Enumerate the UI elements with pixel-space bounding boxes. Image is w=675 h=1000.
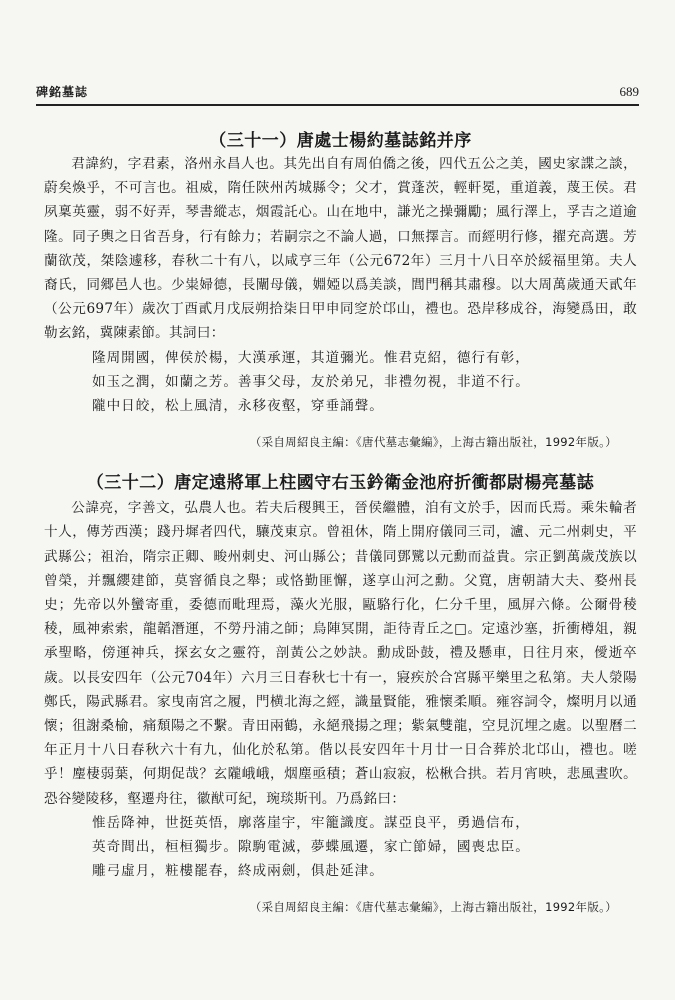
verse-line: 如玉之潤，如蘭之芳。善事父母，友於弟兄，非禮勿視，非道不行。	[92, 373, 530, 390]
paragraph: 君諱約，字君素，洛州永昌人也。其先出自有周伯僑之後，四代五公之美，國史家諜之談，蔚矣煥乎，不可言也。祖威，隋任陝州芮城縣令；父才，賞蓬茨，輕軒冕，重道義，蔑王侯。君夙稟英靈，弱不好弄，琴書縱志，烟霞託心。山在地中，謙光之操彌勵；風行澤上，孚吉之道逾隆。同子輿之日省吾身，行有餘力；若嗣宗之不論人過，口無擇言。而經明行修，擢充高選。芳蘭欲茂，桀陰遽移，春秋二十有八，以咸亨三年（公元672年）三月十八日卒於綏福里第。夫人裔氏，同郷邑人也。少粜婦德，長闡母儀，婣婭以爲美談，閭門稱其肅穆。以大周萬歲通天貳年（公元697年）歲次丁酉貳月戊辰朔拾柒日甲申同窆於邙山，禮也。恐岸移成谷，海變爲田，敢勒玄銘，冀陳素節。其詞曰：	[44, 156, 637, 342]
verse-line: 隆周開國，俾侯於楊，大漢承運，其道彌光。惟君克紹，德行有彰，	[92, 349, 530, 366]
verse-line: 惟岳降神，世挺英悟，廓落崖宇，牢籠識度。謀亞良平，勇過信布，	[92, 814, 530, 831]
source-citation: （采自周紹良主編：《唐代墓志彙編》，上海古籍出版社，1992年版。）	[249, 435, 617, 450]
inscription-verse	[44, 346, 637, 419]
epitaph-text	[44, 496, 637, 811]
page-body	[44, 126, 637, 915]
epitaph-text	[44, 152, 637, 346]
section-title: （三十一）唐處士楊約墓誌銘并序	[209, 131, 472, 151]
inscription-verse	[44, 811, 637, 884]
section-title: （三十二）唐定遠將軍上柱國守右玉鈐衛金池府折衝都尉楊亮墓誌	[86, 473, 595, 494]
running-head: 碑銘墓誌	[36, 85, 89, 99]
verse-line: 英奇間出，桓桓獨步。隙駒電滅，夢蝶風遷，家亡節婦，國喪忠臣。	[92, 839, 530, 856]
paragraph: 公諱亮，字善文，弘農人也。若夫后稷興王，晉侯繼體，洎有文於手，因而氏焉。乘朱輪者十人，傳芳西漢；踐丹墀者四代，驤茂東京。曾祖休，隋上開府儀同三司，瀘、元二州刺史，平武縣公；祖治，隋宗正卿、畯州刺史、河山縣公；昔儀同鄧騭以元勳而益貴。宗正劉萬歲茂族以曾榮，并飄纓建節，莫窨循良之舉；或恪勤匪懈，遂享山河之勳。父寬，唐朝請大夫、婺州長史；先帝以外蠻寄重，委德而毗理焉，藻火光服，甌駱行化，仁分千里，風屏六條。公爾骨稜稜，風神索索，龍韜潛運，不勞丹浦之師；烏陣冥開，詎待青丘之□。定遠沙塞，折衝樽俎，親承聖略，傍運神兵，探玄女之靈符，剖黃公之妙訣。勳成卧鼓，禮及懸車，日往月來，僾逝卒歲。以長安四年（公元704年）六月三日春秋七十有一，寢疾於合宮縣平樂里之私第。夫人滎陽鄭氏，陽武縣君。家曳南宮之履，門横北海之經，識量賢能，雅懷柔順。雍容詞令，燦明月以通懷；徂謝桑榆，痛頹陽之不繫。青田兩鶴，永絕飛揚之理；紫氣雙龍，空見沉埋之處。以聖曆二年正月十八日春秋六十有九，仙化於私第。偕以長安四年十月廿一日合葬於北邙山，禮也。嗟乎！麈棲弱葉，何期促哉？玄隴峨峨，烟塵亟積；蒼山寂寂，松楸合拱。若月宵映，悲風晝吹。恐谷變陵移，壑遷舟往，徽猷可紀，琬琰斯刊。乃爲銘曰：	[44, 500, 637, 807]
verse-line: 雕弓虛月，粧樓罷春，終成兩劍，俱赴延津。	[92, 863, 384, 880]
page-number: 689	[619, 84, 639, 99]
verse-line: 隴中日皎，松上風清，永移夜壑，穿垂誦聲。	[92, 398, 384, 415]
source-citation: （采自周紹良主編：《唐代墓志彙編》，上海古籍出版社，1992年版。）	[249, 900, 617, 915]
section-31	[44, 126, 637, 462]
section-32	[44, 468, 637, 915]
page-header	[36, 80, 639, 106]
